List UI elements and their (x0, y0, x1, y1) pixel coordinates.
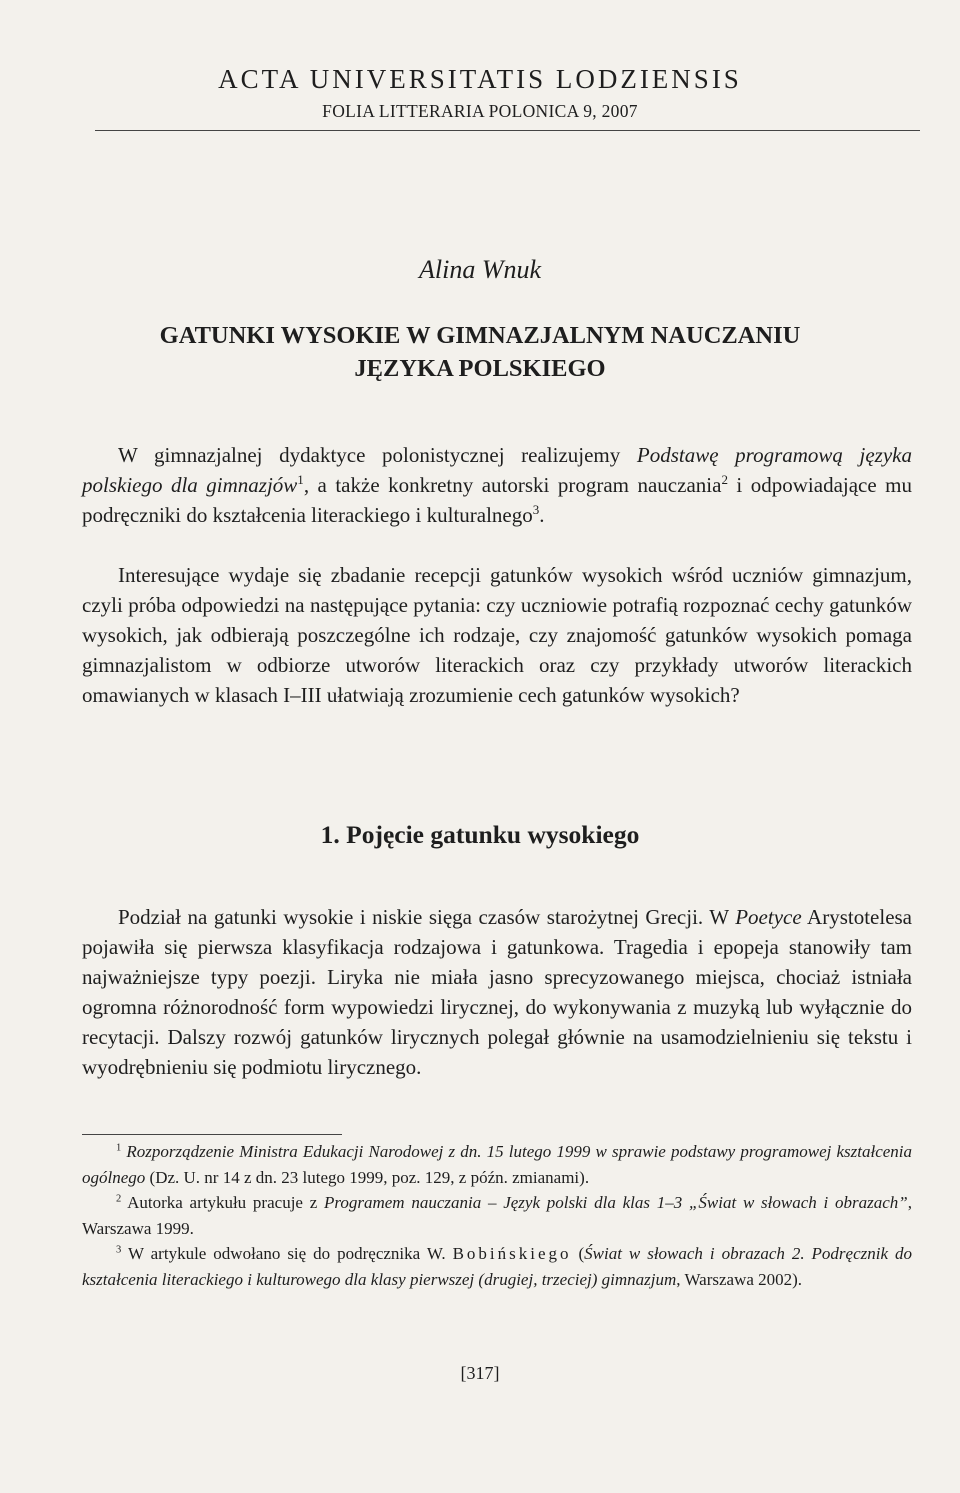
footnote-number: 2 (116, 1193, 122, 1205)
text-run: Podział na gatunki wysokie i niskie sięga czasów starożytnej Grecji. W (118, 905, 736, 929)
text-run: Autorka artykułu pracuje z (127, 1193, 324, 1212)
text-run: , a także konkretny autorski program nauczania (303, 473, 722, 497)
document-title-italic: Podstawę programową języka polskiego dla gimnazjów (82, 443, 913, 497)
spaced-author-name: Bobińskiego (452, 1244, 572, 1263)
article-author: Alina Wnuk (418, 255, 542, 284)
footnote-ref-1: 1 (297, 472, 304, 487)
article-title-line-1: GATUNKI WYSOKIE W GIMNAZJALNYM NAUCZANIU (159, 322, 801, 349)
footnotes (82, 1139, 912, 1292)
footnote-3 (82, 1241, 912, 1292)
text-run: Arystotelesa pojawiła się pierwsza klasyfikacja rodzajowa i gatunkowa. Tragedia i epopeja stanowiły tam najważniejsze typy poezji. Liryka nie miała jasno sprecyzowanego miejsca, chociaż istniała ogromna różnorodność form wypowiedzi lirycznej, do wykonywania z muzyką lub wyłącznie do recytacji. Dalszy rozwój gatunków lirycznych polegał głównie na usamodzielnieniu się tekstu i wyodrębnieniu się podmiotu lirycznego. (82, 905, 913, 1079)
article-title (0, 319, 960, 385)
footnote-number: 3 (116, 1244, 122, 1256)
text-run: ( (571, 1244, 585, 1263)
text-run: Programem nauczania – Język polski dla klas 1–3 „Świat w słowach i obrazach” (324, 1193, 908, 1212)
article-title-line-2: JĘZYKA POLSKIEGO (354, 355, 606, 382)
journal-series: FOLIA LITTERARIA POLONICA 9, 2007 (322, 101, 638, 121)
intro-paragraph-1 (82, 440, 912, 530)
text-run: i odpowiadające mu podręczniki do kształcenia literackiego i kulturalnego (82, 473, 912, 527)
text-run: , Warszawa 1999. (82, 1193, 912, 1238)
text-run: W gimnazjalnej dydaktyce polonistycznej realizujemy (118, 443, 637, 467)
text-run: Świat w słowach i obrazach 2. Podręcznik do kształcenia literackiego i kulturowego dla klasy pierwszej (drugiej, trzeciej) gimnazjum (82, 1244, 912, 1289)
footnote-1 (82, 1139, 912, 1190)
intro-paragraph-2: Interesujące wydaje się zbadanie recepcji gatunków wysokich wśród uczniów gimnazjum, czyli próba odpowiedzi na następujące pytania: czy uczniowie potrafią rozpoznać cechy gatunków wysokich, jak odbierają poszczególne ich rodzaje, czy znajomość gatunków wysokich pomaga gimnazjalistom w odbiorze utworów literackich oraz czy przykłady utworów literackich omawianych w klasach I–III ułatwiają zrozumienie cech gatunków wysokich? (82, 563, 912, 707)
text-run: (Dz. U. nr 14 z dn. 23 lutego 1999, poz. 129, z późn. zmianami). (145, 1167, 590, 1187)
header-rule (95, 130, 920, 131)
section-paragraph (82, 902, 912, 1082)
text-run: Rozporządzenie Ministra Edukacji Narodowej z dn. 15 lutego 1999 w sprawie podstawy programowej kształcenia ogólnego (82, 1142, 913, 1187)
journal-title: ACTA UNIVERSITATIS LODZIENSIS (218, 64, 742, 94)
footnote-2 (82, 1190, 912, 1241)
text-run: W artykule odwołano się do podręcznika W. (127, 1244, 453, 1263)
page-number: [317] (460, 1363, 500, 1383)
text-run: , Warszawa 2002). (676, 1269, 803, 1289)
footnote-ref-3: 3 (532, 502, 540, 517)
footnote-number: 1 (116, 1142, 122, 1154)
section-heading: 1. Pojęcie gatunku wysokiego (320, 820, 640, 849)
footnote-ref-2: 2 (721, 472, 728, 487)
text-run: . (539, 503, 545, 527)
footnote-rule (82, 1134, 342, 1135)
work-title-italic: Poetyce (735, 905, 802, 929)
